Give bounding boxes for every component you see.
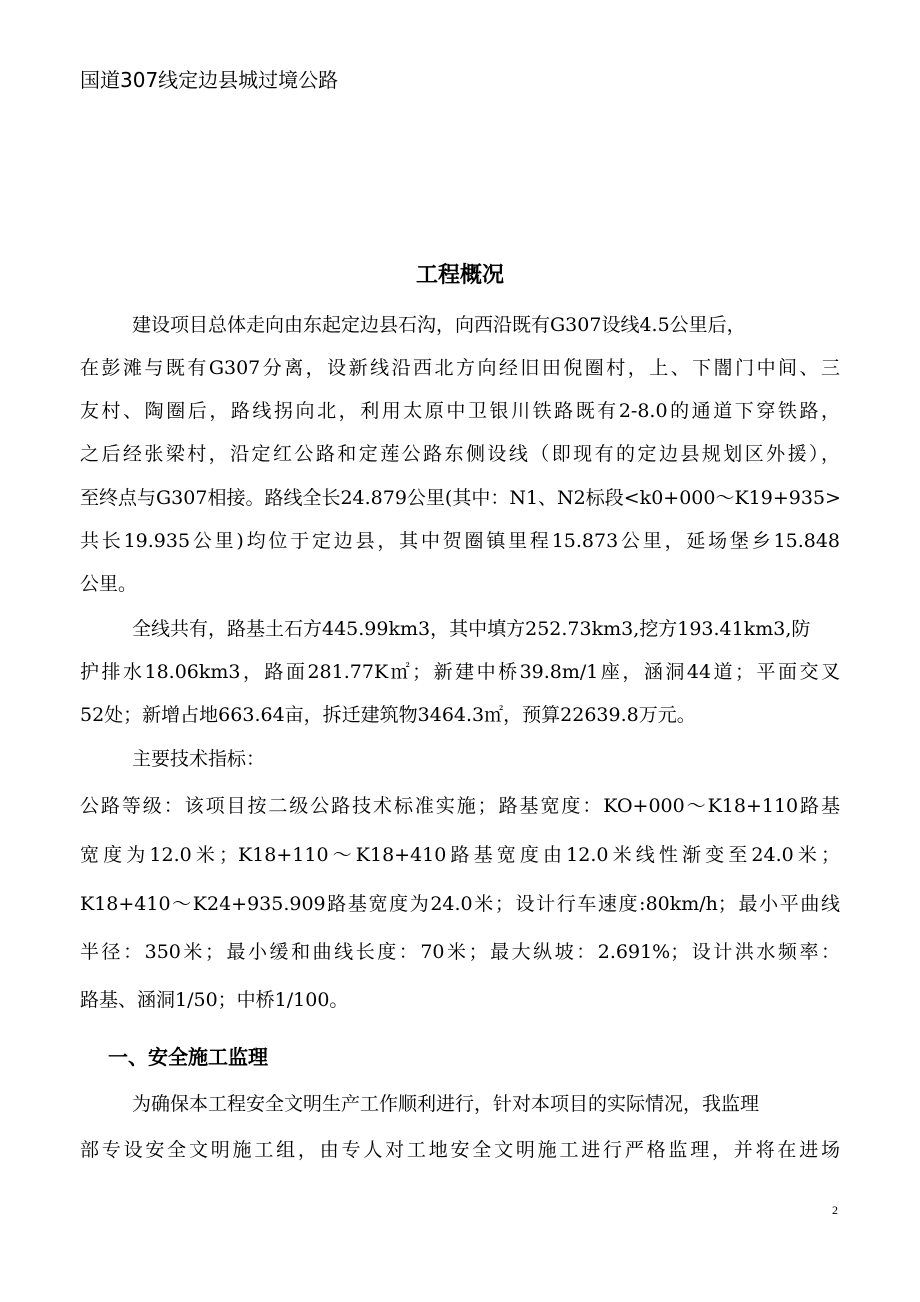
indicators-line: 宽度为12.0米；K18+110～K18+410路基宽度由12.0米线性渐变至24.0米； — [80, 844, 840, 866]
overview-line: 之后经张梁村，沿定红公路和定莲公路东侧设线（即现有的定边县规划区外援）， — [80, 443, 840, 465]
indicators-line: 路基、涵洞1/50；中桥1/100。 — [80, 989, 349, 1011]
indicators-line: 半径：350米；最小缓和曲线长度：70米；最大纵坡：2.691%；设计洪水频率： — [80, 941, 840, 963]
indicators-line: K18+410～K24+935.909路基宽度为24.0米；设计行车速度:80km/h；最小平曲线 — [80, 893, 840, 915]
overview-line: 建设项目总体走向由东起定边县石沟，向西沿既有G307设线4.5公里后， — [132, 314, 746, 336]
indicators-heading: 主要技术指标： — [132, 748, 266, 770]
quantities-line: 护排水18.06km3，路面281.77K㎡；新建中桥39.8m/1座，涵洞44道；平面交叉 — [80, 661, 840, 683]
overview-line: 在彭滩与既有G307分离，设新线沿西北方向经旧田倪圈村，上、下闇门中间、三 — [80, 357, 840, 379]
quantities-line: 52处；新增占地663.64亩，拆迁建筑物3464.3㎡，预算22639.8万元。 — [80, 704, 696, 726]
indicators-line: 公路等级：该项目按二级公路技术标准实施；路基宽度：KO+000～K18+110路基 — [80, 795, 840, 817]
safety-line: 为确保本工程安全文明生产工作顺利进行，针对本项目的实际情况，我监理 — [132, 1093, 760, 1115]
overview-line: 友村、陶圈后，路线拐向北，利用太原中卫银川铁路既有2-8.0的通道下穿铁路， — [80, 400, 840, 422]
overview-line: 共长19.935公里)均位于定边县，其中贺圈镇里程15.873公里，延场堡乡15.848 — [80, 530, 840, 552]
document-header: 国道307线定边县城过境公路 — [80, 68, 339, 92]
overview-line: 至终点与G307相接。路线全长24.879公里(其中：N1、N2标段<k0+000～K19+935> — [80, 487, 841, 509]
quantities-line: 全线共有，路基土石方445.99km3，其中填方252.73km3,挖方193.41km3,防 — [132, 618, 811, 640]
overview-line: 公里。 — [80, 573, 138, 595]
page-number: 2 — [832, 1203, 838, 1217]
page-title: 工程概况 — [415, 263, 504, 288]
safety-line: 部专设安全文明施工组，由专人对工地安全文明施工进行严格监理，并将在进场 — [80, 1139, 840, 1161]
section-heading: 一、安全施工监理 — [108, 1045, 268, 1069]
